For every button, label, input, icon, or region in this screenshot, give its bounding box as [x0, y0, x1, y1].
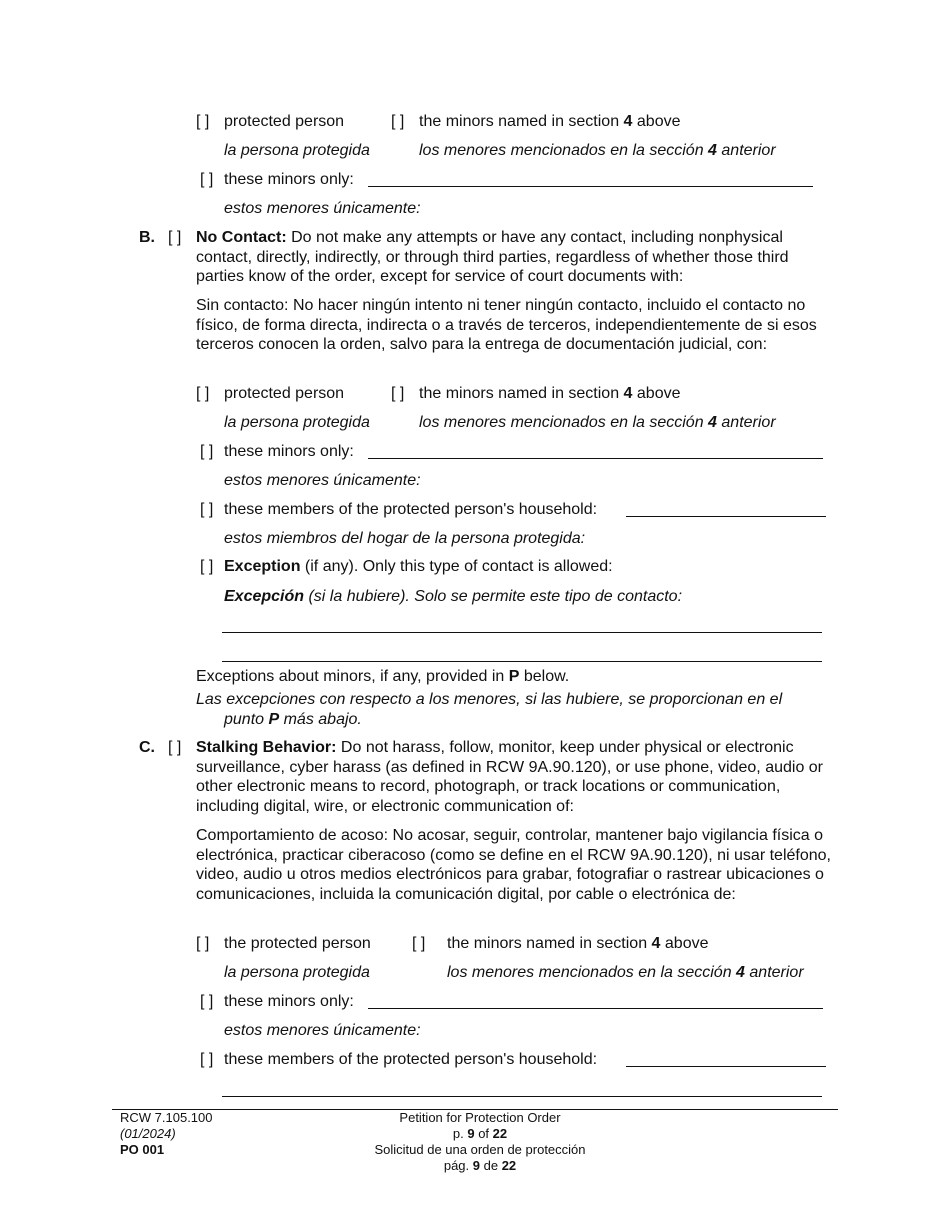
- checkbox-protected-person-a[interactable]: [ ]: [196, 113, 210, 130]
- minors-exceptions-note-es: Las excepciones con respecto a los menores, si las hubiere, se proporcionan en el: [196, 691, 783, 708]
- option-protected-person-c: the protected person: [224, 935, 371, 952]
- checkbox-minors-b[interactable]: [ ]: [391, 385, 405, 402]
- household-field-c-line2[interactable]: [222, 1096, 822, 1097]
- stalking-paragraph-es: Comportamiento de acoso: No acosar, seguir, controlar, mantener bajo vigilancia física o electrónica, practicar ciberacoso (como se define en el RCW 9A.90.120), ni usar teléfono, video, audio u otros medios electrónicos para grabar, fotografiar o rastrear ubicaciones o comunicaciones, incluida la comunicación digital, por cable o electrónica de:: [196, 827, 831, 903]
- option-protected-person-es-a: la persona protegida: [224, 142, 370, 159]
- label-these-minors-b: these minors only:: [224, 443, 354, 460]
- label-these-minors-c: these minors only:: [224, 993, 354, 1010]
- footer-page-es: pág. 9 de 22: [443, 1158, 517, 1173]
- footer-form-number: PO 001: [120, 1142, 165, 1157]
- checkbox-household-c[interactable]: [ ]: [200, 1051, 214, 1068]
- checkbox-no-contact[interactable]: [ ]: [168, 229, 182, 246]
- household-field-b[interactable]: [626, 516, 826, 517]
- checkbox-these-minors-b[interactable]: [ ]: [200, 443, 214, 460]
- label-these-minors-es-c: estos menores únicamente:: [224, 1022, 421, 1039]
- label-exception: Exception (if any). Only this type of contact is allowed:: [224, 558, 613, 575]
- option-protected-person-a: protected person: [224, 113, 345, 130]
- option-minors-c: the minors named in section 4 above: [447, 935, 709, 952]
- these-minors-field-c[interactable]: [368, 1008, 823, 1009]
- label-household-c: these members of the protected person's household:: [224, 1051, 598, 1068]
- stalking-paragraph: Stalking Behavior: Do not harass, follow, monitor, keep under physical or electronic surveillance, cyber harass (as defined in RCW 9A.90.120), or use phone, video, audio or other electronic means to record, photograph, or track locations or communication, including digital, wire, or electronic communication of:: [196, 739, 824, 815]
- these-minors-field-b[interactable]: [368, 458, 823, 459]
- minors-exceptions-note-es-line2: punto P más abajo.: [224, 711, 362, 728]
- section-c-letter: C.: [139, 739, 155, 756]
- label-these-minors-a: these minors only:: [224, 171, 354, 188]
- no-contact-paragraph-es: Sin contacto: No hacer ningún intento ni tener ningún contacto, incluido el contacto no físico, de forma directa, indirecta o a través de terceros, independientemente de si esos terceros conocen la orden, salvo para la entrega de documentación judicial, con:: [196, 297, 817, 354]
- footer-rcw: RCW 7.105.100: [120, 1110, 213, 1125]
- exception-field-line-1[interactable]: [222, 632, 822, 633]
- checkbox-stalking[interactable]: [ ]: [168, 739, 182, 756]
- footer-page: p. 9 of 22: [452, 1126, 508, 1141]
- label-these-minors-es-a: estos menores únicamente:: [224, 200, 421, 217]
- option-protected-person-b: protected person: [224, 385, 345, 402]
- option-minors-es-c: los menores mencionados en la sección 4 anterior: [447, 964, 804, 981]
- option-minors-b: the minors named in section 4 above: [419, 385, 681, 402]
- footer-date: (01/2024): [120, 1126, 176, 1141]
- label-exception-es: Excepción (si la hubiere). Solo se permite este tipo de contacto:: [224, 588, 683, 605]
- checkbox-these-minors-a[interactable]: [ ]: [200, 171, 214, 188]
- label-household-es-b: estos miembros del hogar de la persona protegida:: [224, 530, 586, 547]
- option-protected-person-es-c: la persona protegida: [224, 964, 370, 981]
- exception-field-line-2[interactable]: [222, 661, 822, 662]
- minors-exceptions-note: Exceptions about minors, if any, provided in P below.: [196, 668, 570, 685]
- checkbox-protected-person-c[interactable]: [ ]: [196, 935, 210, 952]
- option-minors-a: the minors named in section 4 above: [419, 113, 681, 130]
- label-household-b: these members of the protected person's household:: [224, 501, 598, 518]
- checkbox-household-b[interactable]: [ ]: [200, 501, 214, 518]
- checkbox-minors-c[interactable]: [ ]: [412, 935, 426, 952]
- option-minors-es-b: los menores mencionados en la sección 4 anterior: [419, 414, 776, 431]
- checkbox-minors-a[interactable]: [ ]: [391, 113, 405, 130]
- footer-title: Petition for Protection Order: [399, 1110, 561, 1125]
- label-these-minors-es-b: estos menores únicamente:: [224, 472, 421, 489]
- footer-title-es: Solicitud de una orden de protección: [374, 1142, 586, 1157]
- option-minors-es-a: los menores mencionados en la sección 4 anterior: [419, 142, 776, 159]
- no-contact-paragraph: No Contact: Do not make any attempts or have any contact, including nonphysical contact, directly, indirectly, or through third parties, regardless of whether those third parties know of the order, except for service of court documents with:: [196, 229, 789, 286]
- these-minors-field-a[interactable]: [368, 186, 813, 187]
- checkbox-these-minors-c[interactable]: [ ]: [200, 993, 214, 1010]
- checkbox-exception[interactable]: [ ]: [200, 558, 214, 575]
- household-field-c[interactable]: [626, 1066, 826, 1067]
- checkbox-protected-person-b[interactable]: [ ]: [196, 385, 210, 402]
- section-b-letter: B.: [139, 229, 155, 246]
- option-protected-person-es-b: la persona protegida: [224, 414, 370, 431]
